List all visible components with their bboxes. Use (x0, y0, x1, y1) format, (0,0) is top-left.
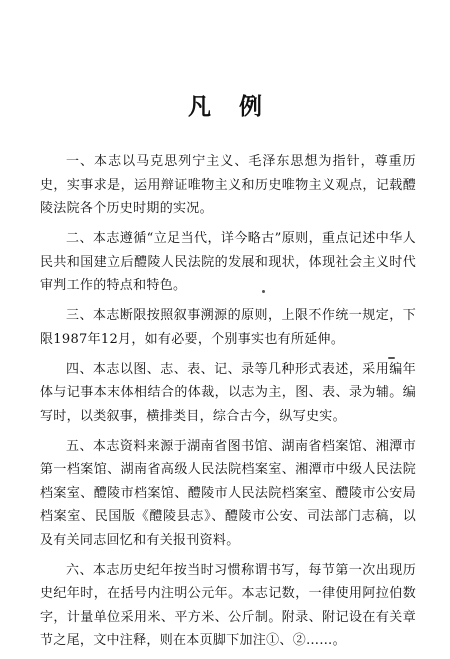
convention-paragraph-3: 三、本志断限按照叙事溯源的原则，上限不作统一规定，下限1987年12月，如有必要，个别事实也有所延伸。 (40, 308, 416, 347)
print-speck (262, 290, 265, 293)
convention-paragraph-4: 四、本志以图、志、表、记、录等几种形式表述，采用编年体与记事本末体相结合的体裁，以志为主，图、表、录为辅。编写时，以类叙事，横排类目，综合古今，纵写史实。 (40, 361, 416, 424)
convention-paragraph-1: 一、本志以马克思列宁主义、毛泽东思想为指针，尊重历史，实事求是，运用辩证唯物主义和历史唯物主义观点，记载醴陵法院各个历史时期的实况。 (40, 154, 416, 216)
convention-paragraph-5: 五、本志资料来源于湖南省图书馆、湖南省档案馆、湘潭市第一档案馆、湖南省高级人民法院档案室、湘潭市中级人民法院档案室、醴陵市档案馆、醴陵市人民法院档案室、醴陵市公安局档案室、民国版《醴陵县志》、醴陵市公安、司法部门志稿，以及有关同志回忆和有关报刊资料。 (40, 438, 416, 548)
convention-paragraph-6: 六、本志历史纪年按当时习惯称谓书写，每节第一次出现历史纪年时，在括号内注明公元年。本志记数，一律使用阿拉伯数字，计量单位采用米、平方米、公斤制。附录、附记设在有关章节之尾，文中注释，则在本页脚下加注①、②……。 (40, 562, 416, 648)
page-title: 凡例 (188, 93, 290, 120)
print-speck (388, 357, 395, 359)
conventions-body (40, 150, 416, 659)
convention-paragraph-2: 二、本志遵循“立足当代，详今略古”原则，重点记述中华人民共和国建立后醴陵人民法院的发展和现状，体现社会主义时代审判工作的特点和特色。 (40, 231, 416, 293)
